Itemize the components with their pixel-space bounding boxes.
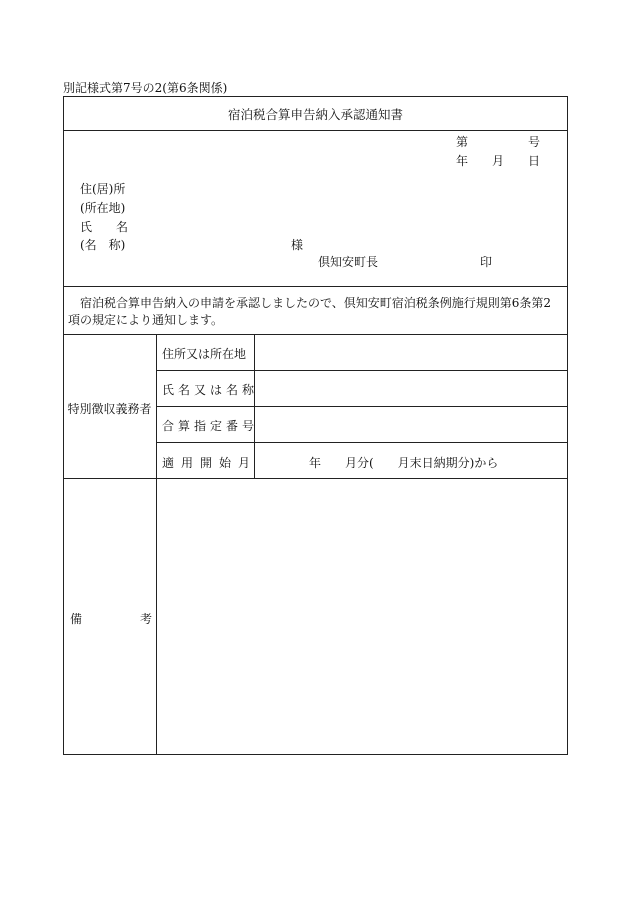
taxpayer-header: 特別徴収義務者	[67, 402, 152, 416]
address-label: 住(居)所	[80, 182, 126, 196]
form-reference: 別記様式第7号の2(第6条関係)	[63, 81, 228, 95]
remarks-label-left: 備	[70, 612, 83, 626]
address-divider	[63, 286, 568, 287]
entity-label: (名 称)	[80, 238, 126, 252]
date-year: 年	[456, 154, 469, 168]
seal-mark: 印	[480, 255, 493, 269]
row-divider-2	[156, 406, 568, 407]
date-month: 月	[492, 154, 505, 168]
row-label-number: 合算指定番号	[162, 419, 259, 433]
title-divider	[63, 130, 568, 131]
remarks-label-right: 考	[140, 612, 153, 626]
number-suffix: 号	[528, 135, 541, 149]
name-label: 氏 名	[80, 220, 129, 234]
remarks-area[interactable]	[160, 482, 564, 750]
issuer: 倶知安町長	[318, 255, 379, 269]
document-title: 宿泊税合算申告納入承認通知書	[227, 107, 403, 122]
row-label-start-month: 適用開始月	[162, 456, 258, 470]
row-divider-1	[156, 370, 568, 371]
row-label-address: 住所又は所在地	[162, 347, 247, 361]
honorific: 様	[291, 238, 304, 252]
number-prefix: 第	[456, 135, 469, 149]
notice-text: 宿泊税合算申告納入の申請を承認しましたので、倶知安町宿泊税条例施行規則第6条第2項の規定により通知します。	[68, 296, 552, 327]
table-divider	[63, 478, 568, 479]
date-day: 日	[528, 154, 541, 168]
row-label-name: 氏名又は名称	[162, 383, 259, 397]
row-divider-3	[156, 442, 568, 443]
notice-divider	[63, 334, 568, 335]
location-label: (所在地)	[80, 201, 126, 215]
label-column-divider	[156, 334, 157, 755]
row-value-start-month: 年 月分( 月末日納期分)から	[309, 456, 499, 470]
